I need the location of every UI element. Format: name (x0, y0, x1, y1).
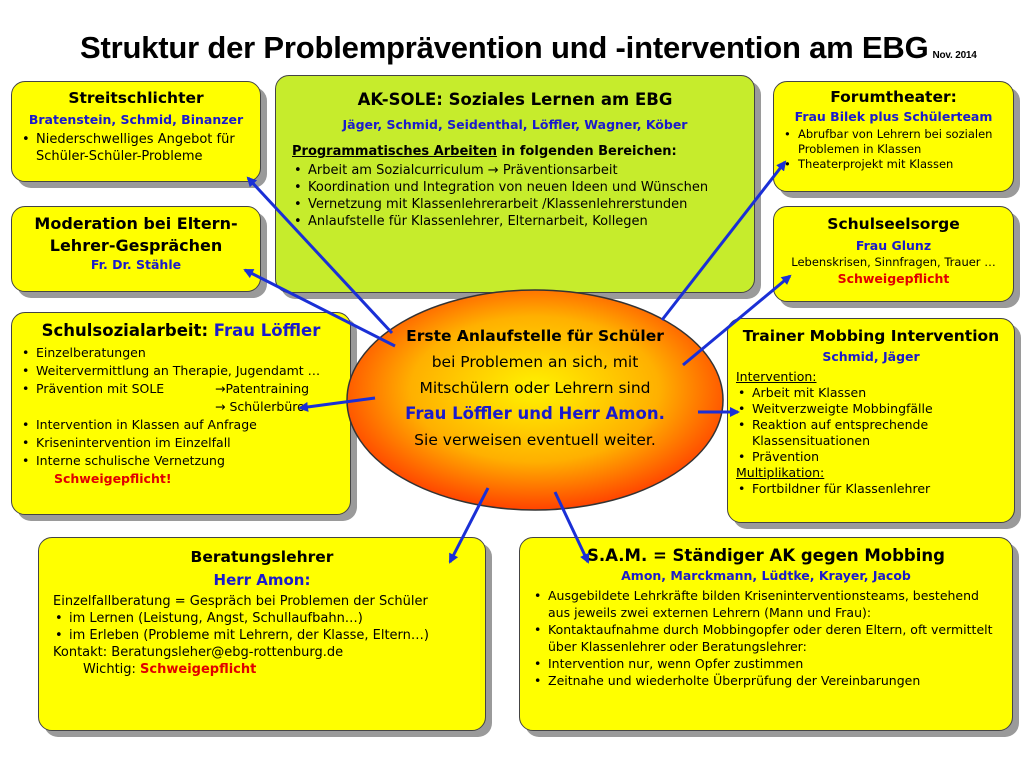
sam-title: S.A.M. = Ständiger AK gegen Mobbing (587, 546, 945, 565)
aksole-intro-rest: in folgenden Bereichen: (497, 144, 677, 159)
trainer-mobbing-names: Schmid, Jäger (822, 349, 920, 364)
trainer-mobbing-item: • Prävention (736, 449, 1006, 465)
trainer-mobbing-title: Trainer Mobbing Intervention (742, 327, 1000, 345)
central-text (372, 323, 698, 453)
schulsozialarbeit-sub1: →Patentraining (215, 381, 310, 396)
central-line1: Erste Anlaufstelle für Schüler (406, 327, 664, 345)
schulsozialarbeit-item: • Weitervermittlung an Therapie, Jugendamt … (20, 362, 342, 380)
sam-item: • Ausgebildete Lehrkräfte bilden Kriseninterventionsteams, bestehend aus jeweils zwei externen Lehrern (Mann und Frau): (532, 587, 1000, 621)
aksole-item: • Vernetzung mit Klassenlehrerarbeit /Klassenlehrerstunden (292, 196, 738, 213)
central-line2: bei Problemen an sich, mit (431, 353, 639, 371)
beratungslehrer-box (38, 537, 486, 731)
aksole-intro-underlined: Programmatisches Arbeiten (292, 144, 498, 159)
forumtheater-names: Frau Bilek plus Schülerteam (794, 109, 993, 124)
trainer-mobbing-item: • Reaktion auf entsprechende Klassensituationen (736, 417, 1006, 449)
beratungslehrer-title: Beratungslehrer (190, 548, 334, 566)
schulseelsorge-names: Frau Glunz (855, 238, 932, 253)
trainer-mobbing-item: • Fortbildner für Klassenlehrer (736, 481, 1006, 497)
moderation-title-line1: Moderation bei Eltern- (34, 214, 238, 233)
trainer-mobbing-item: • Weitverzweigte Mobbingfälle (736, 401, 1006, 417)
schulsozialarbeit-item: • Intervention in Klassen auf Anfrage (20, 416, 342, 434)
sam-names: Amon, Marckmann, Lüdtke, Krayer, Jacob (621, 568, 911, 583)
schulsozialarbeit-item-text: Prävention mit SOLE (36, 381, 165, 396)
beratungslehrer-line1: Einzelfallberatung = Gespräch bei Problemen der Schüler (53, 594, 428, 609)
title-date: Nov. 2014 (932, 50, 977, 61)
beratungslehrer-item: • im Lernen (Leistung, Angst, Schullaufbahn…) (53, 610, 471, 627)
streitschlichter-names: Bratenstein, Schmid, Binanzer (28, 112, 244, 127)
schulsozialarbeit-confidentiality: Schweigepflicht! (54, 471, 172, 486)
schulsozialarbeit-title-label: Schulsozialarbeit: (41, 321, 214, 340)
title-text: Struktur der Problemprävention und -intervention am EBG (80, 30, 929, 65)
forumtheater-title: Forumtheater: (830, 88, 957, 106)
schulsozialarbeit-item: • Krisenintervention im Einzelfall (20, 434, 342, 452)
aksole-item: • Anlaufstelle für Klassenlehrer, Elternarbeit, Kollegen (292, 213, 738, 230)
schulsozialarbeit-sub2: → Schülerbüro (215, 399, 305, 414)
central-line4: Frau Löffler und Herr Amon. (405, 404, 665, 423)
aksole-names: Jäger, Schmid, Seidenthal, Löffler, Wagner, Köber (342, 117, 688, 132)
aksole-item: • Arbeit am Sozialcurriculum → Präventionsarbeit (292, 162, 738, 179)
sam-item: • Intervention nur, wenn Opfer zustimmen (532, 655, 1000, 672)
beratungslehrer-names: Herr Amon: (213, 571, 311, 589)
trainer-mobbing-head1: Intervention: (736, 369, 817, 384)
schulsozialarbeit-title-name: Frau Löffler (213, 321, 321, 340)
aksole-item: • Koordination und Integration von neuen Ideen und Wünschen (292, 179, 738, 196)
streitschlichter-title: Streitschlichter (68, 89, 204, 107)
aksole-title: AK-SOLE: Soziales Lernen am EBG (357, 90, 673, 109)
streitschlichter-item: • Niederschwelliges Angebot für Schüler-Schüler-Probleme (20, 131, 252, 165)
trainer-mobbing-item: • Arbeit mit Klassen (736, 385, 1006, 401)
trainer-mobbing-head2: Multiplikation: (736, 465, 825, 480)
sam-item: • Kontaktaufnahme durch Mobbingopfer oder deren Eltern, oft vermittelt über Klassenlehrer oder Beratungslehrer: (532, 621, 1000, 655)
schulseelsorge-confidentiality: Schweigepflicht (837, 271, 950, 286)
forumtheater-item: • Theaterprojekt mit Klassen (782, 157, 1005, 172)
central-line5: Sie verweisen eventuell weiter. (414, 431, 656, 449)
schulseelsorge-text: Lebenskrisen, Sinnfragen, Trauer … (791, 255, 996, 269)
sam-box (519, 537, 1013, 731)
sam-item: • Zeitnahe und wiederholte Überprüfung der Vereinbarungen (532, 672, 1000, 689)
trainer-mobbing-box (727, 318, 1015, 523)
central-line3: Mitschülern oder Lehrern sind (419, 379, 651, 397)
schulseelsorge-title: Schulseelsorge (827, 215, 960, 233)
beratungslehrer-confidentiality: Schweigepflicht (140, 662, 257, 677)
beratungslehrer-item: • im Erleben (Probleme mit Lehrern, der Klasse, Eltern…) (53, 627, 471, 644)
forumtheater-item: • Abrufbar von Lehrern bei sozialen Problemen in Klassen (782, 127, 1005, 157)
schulsozialarbeit-item: • Interne schulische Vernetzung (20, 452, 342, 470)
beratungslehrer-important (53, 661, 471, 678)
moderation-names: Fr. Dr. Stähle (90, 257, 182, 272)
schulsozialarbeit-item: • Einzelberatungen (20, 344, 342, 362)
beratungslehrer-important-label: Wichtig: (83, 662, 141, 677)
beratungslehrer-contact: Kontakt: Beratungsleher@ebg-rottenburg.de (53, 645, 344, 660)
moderation-title-line2: Lehrer-Gesprächen (49, 236, 223, 255)
